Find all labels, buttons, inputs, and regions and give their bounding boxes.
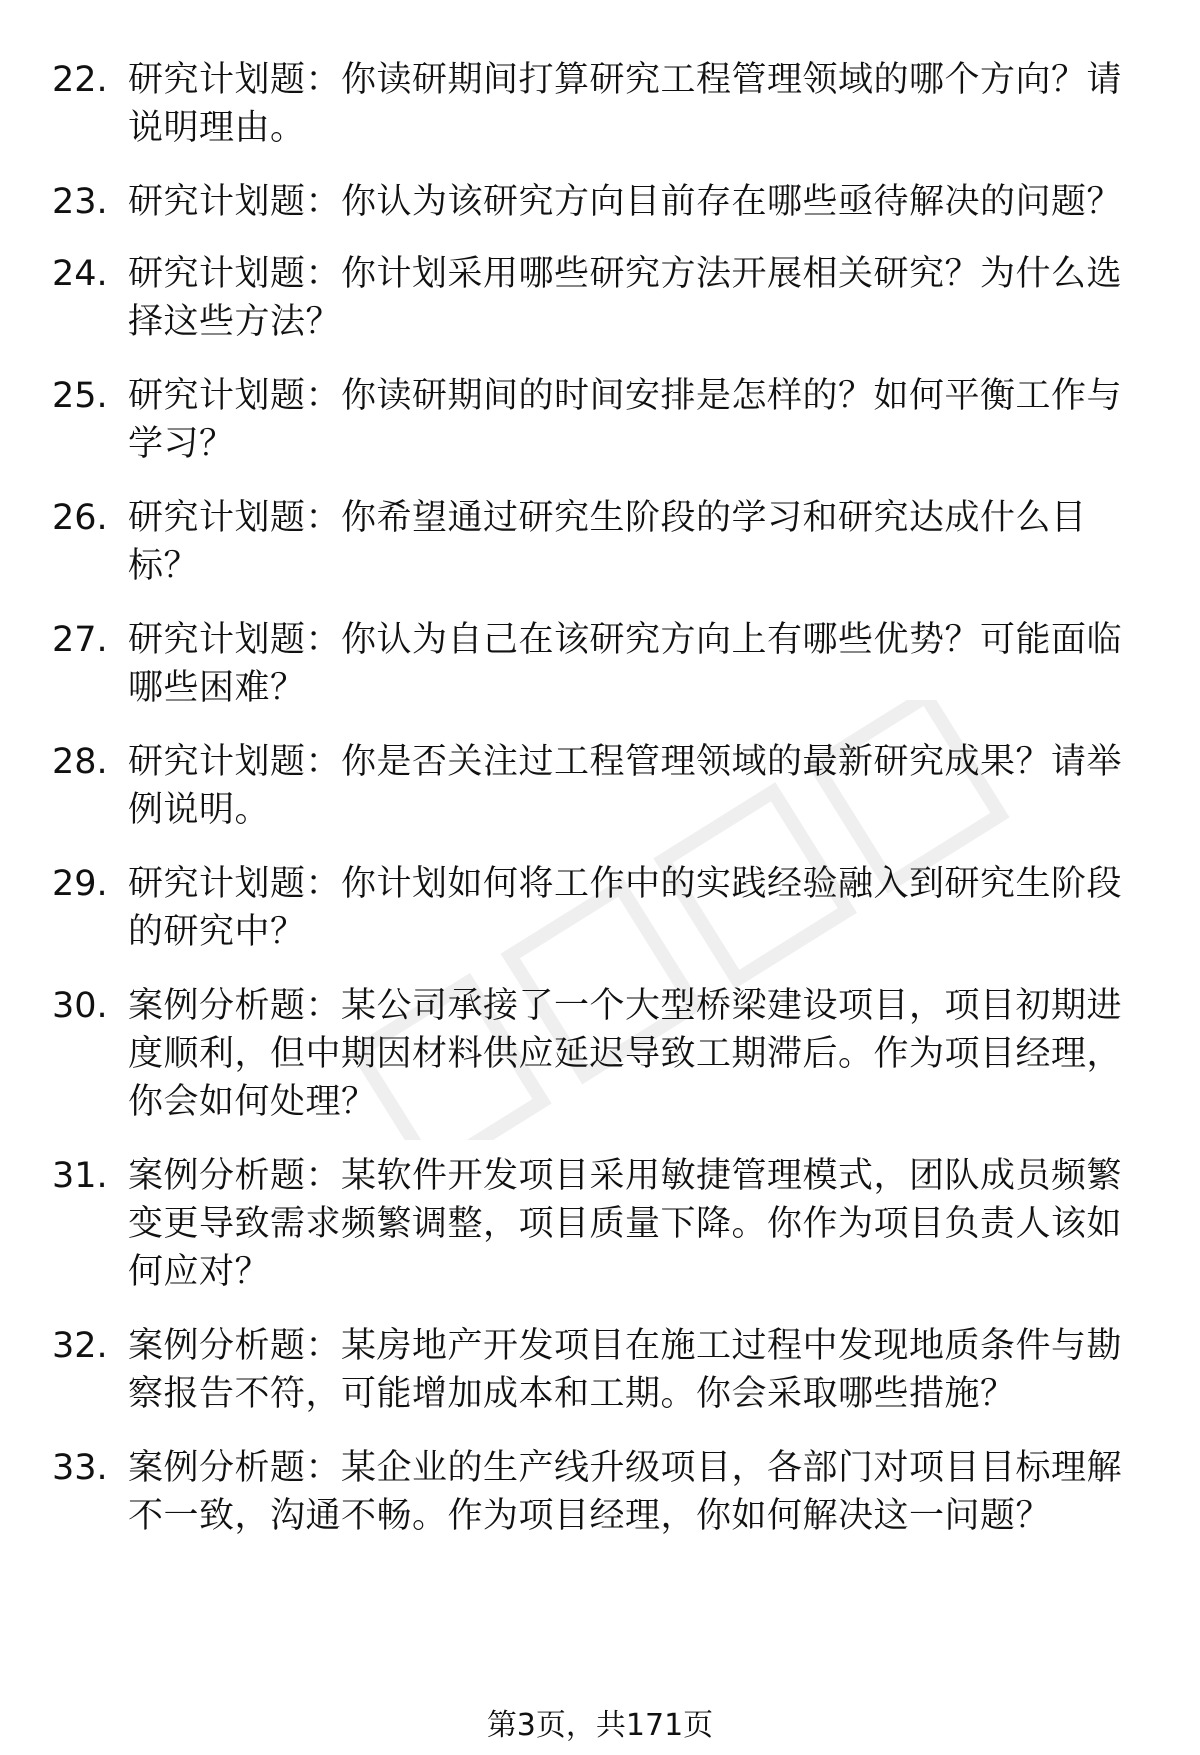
question-number: 31. <box>52 1156 108 1196</box>
question-number: 24. <box>52 254 108 294</box>
question-text: 研究计划题：你计划采用哪些研究方法开展相关研究？为什么选择这些方法？ <box>128 254 1123 342</box>
question-item <box>52 616 1148 712</box>
question-item <box>52 372 1148 468</box>
question-number: 33. <box>52 1448 108 1488</box>
question-number: 23. <box>52 182 108 222</box>
question-number: 30. <box>52 986 108 1026</box>
question-list <box>52 56 1148 1540</box>
question-text: 研究计划题：你希望通过研究生阶段的学习和研究达成什么目标？ <box>128 498 1087 586</box>
question-text: 研究计划题：你读研期间打算研究工程管理领域的哪个方向？请说明理由。 <box>128 60 1123 148</box>
question-number: 25. <box>52 376 108 416</box>
question-number: 27. <box>52 620 108 660</box>
question-item <box>52 1322 1148 1418</box>
question-item <box>52 494 1148 590</box>
question-item <box>52 860 1148 956</box>
question-item <box>52 1152 1148 1296</box>
question-text: 案例分析题：某企业的生产线升级项目，各部门对项目目标理解不一致，沟通不畅。作为项目经理，你如何解决这一问题？ <box>128 1448 1123 1536</box>
question-text: 研究计划题：你认为自己在该研究方向上有哪些优势？可能面临哪些困难？ <box>128 620 1123 708</box>
question-text: 研究计划题：你计划如何将工作中的实践经验融入到研究生阶段的研究中？ <box>128 864 1123 952</box>
question-text: 案例分析题：某软件开发项目采用敏捷管理模式，团队成员频繁变更导致需求频繁调整，项目质量下降。你作为项目负责人该如何应对？ <box>128 1156 1123 1292</box>
question-item <box>52 1444 1148 1540</box>
question-item <box>52 56 1148 152</box>
question-text: 案例分析题：某房地产开发项目在施工过程中发现地质条件与勘察报告不符，可能增加成本和工期。你会采取哪些措施？ <box>128 1326 1123 1414</box>
question-number: 26. <box>52 498 108 538</box>
question-text: 研究计划题：你读研期间的时间安排是怎样的？如何平衡工作与学习？ <box>128 376 1123 464</box>
question-number: 32. <box>52 1326 108 1366</box>
page-number-label: 第3页，共171页 <box>486 1708 714 1743</box>
question-item <box>52 178 1148 226</box>
question-item <box>52 738 1148 834</box>
question-text: 研究计划题：你认为该研究方向目前存在哪些亟待解决的问题？ <box>128 182 1123 222</box>
question-item <box>52 250 1148 346</box>
question-item <box>52 982 1148 1126</box>
question-number: 29. <box>52 864 108 904</box>
page-footer <box>0 1706 1200 1746</box>
question-text: 研究计划题：你是否关注过工程管理领域的最新研究成果？请举例说明。 <box>128 742 1123 830</box>
question-text: 案例分析题：某公司承接了一个大型桥梁建设项目，项目初期进度顺利，但中期因材料供应延迟导致工期滞后。作为项目经理，你会如何处理？ <box>128 986 1123 1122</box>
question-number: 28. <box>52 742 108 782</box>
question-number: 22. <box>52 60 108 100</box>
